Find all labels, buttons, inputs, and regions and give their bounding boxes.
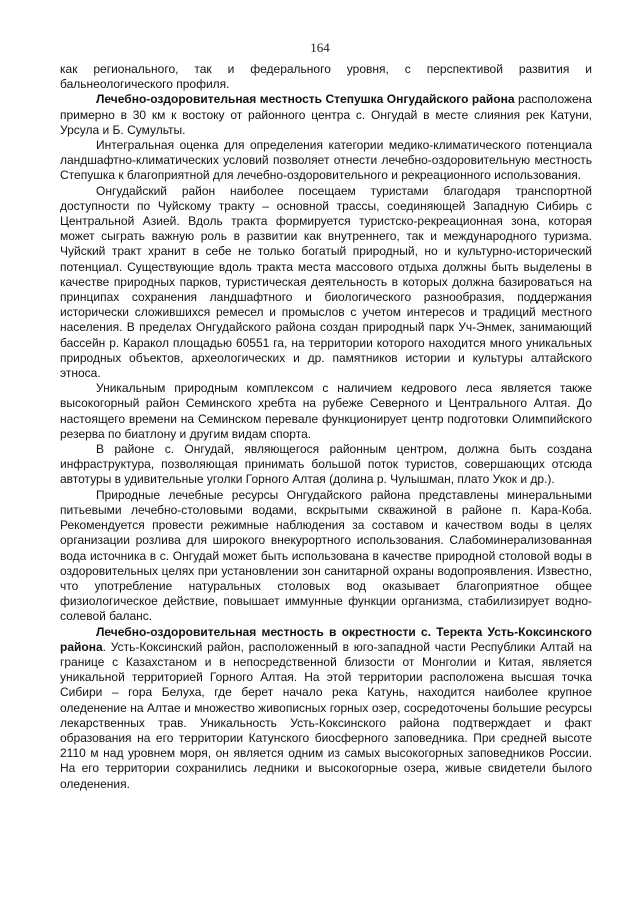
paragraph-mineral-waters: [60, 488, 592, 625]
paragraph-text: В районе с. Онгудай, являющегося районным центром, должна быть создана инфраструктура, позволяющая принимать большой поток туристов, совершающих отсюда автотуры в удивительные уголки Горного Алтая (долина р. Чулышман, плато Укок и др.).: [60, 442, 592, 487]
section-heading-terekta: Лечебно-оздоровительная местность в окрестности с. Теректа Усть-Коксинского района: [60, 624, 592, 654]
paragraph-infrastructure: [60, 442, 592, 488]
paragraph-text: как регионального, так и федерального уровня, с перспективой развития и бальнеологического профиля.: [60, 62, 592, 92]
paragraph-text: Уникальным природным комплексом с наличием кедрового леса является также высокогорный район Семинского хребта на рубеже Северного и Центрального Алтая. До настоящего времени на Семинском перевале функционирует центр подготовки Олимпийского резерва по биатлону и другим видам спорта.: [60, 381, 592, 441]
paragraph-text: расположена примерно в 30 км к востоку от районного центра с. Онгудай в месте слияния рек Катуни, Урсула и Б. Сумульты.: [60, 92, 592, 137]
paragraph-stepushka: [60, 92, 592, 138]
paragraph-text: . Усть-Коксинский район, расположенный в юго-западной части Республики Алтай на границе с Казахстаном и в непосредственной близости от Монголии и Китая, является уникальной территорией Горного Алтая. На этой территории расположена высшая точка Сибири – гора Белуха, где берет начало река Катунь, находится наиболее крупное оледенение на Алтае и множество живописных горных озер, сосредоточены большие ресурсы лекарственных трав. Уникальность Усть-Коксинского района подтверждает и факт образования на его территории Катунского биосферного заповедника. При средней высоте 2110 м над уровнем моря, он является одним из самых высокогорных заповедников России. На его территории сохранились ледники и высокогорные озера, живые свидетели былого оледенения.: [60, 639, 592, 791]
body-text: [60, 62, 592, 792]
paragraph-text: Онгудайский район наиболее посещаем туристами благодаря транспортной доступности по Чуйскому тракту – основной трассы, соединяющей Западную Сибирь с Центральной Азией. Вдоль тракта формируется туристско-рекреационная зона, которая может сыграть важную роль в развитии как внутреннего, так и международного туризма. Чуйский тракт хранит в себе не только богатый природный, но и культурно-исторический потенциал. Существующие вдоль тракта места массового отдыха должны быть выделены в качестве природных парков, туристическая деятельность в которых должна базироваться на принципах сохранения ландшафтного и биологического разнообразия, поддержания исторически сложившихся ремесел и промыслов с учетом интересов и традиций местного населения. В пределах Онгудайского района создан природный парк Уч-Энмек, занимающий бассейн р. Каракол площадью 60551 га, на территории которого находится много уникальных природных объектов, археологических и др. памятников истории и культуры алтайского этноса.: [60, 183, 592, 381]
paragraph-terekta: [60, 625, 592, 792]
paragraph-text: Интегральная оценка для определения категории медико-климатического потенциала ландшафтно-климатических условий позволяет отнести лечебно-оздоровительную местность Степушка к благоприятной для лечебно-оздоровительного и рекреационного использования.: [60, 138, 592, 183]
paragraph-ongudai-tourism: [60, 184, 592, 382]
section-heading-stepushka: Лечебно-оздоровительная местность Степушка Онгудайского района: [96, 92, 515, 107]
paragraph-seminsky-ridge: [60, 381, 592, 442]
page-number: 164: [310, 40, 330, 55]
paragraph-continuation: [60, 62, 592, 92]
paragraph-text: Природные лечебные ресурсы Онгудайского района представлены минеральными питьевыми лечебно-столовыми водами, вскрытыми скважиной в районе п. Кара-Коба. Рекомендуется провести режимные наблюдения за составом и качеством воды в целях организации розлива для широкого внекурортного использования. Слабоминерализованная вода источника в с. Онгудай может быть использована в качестве природной столовой воды в оздоровительных целях при установлении зон санитарной охраны водопроявления. Известно, что употребление натуральных столовых вод оказывает благоприятное общее физиологическое действие, повышает иммунные функции организма, стабилизирует водно-солевой баланс.: [60, 487, 592, 624]
paragraph-assessment: [60, 138, 592, 184]
